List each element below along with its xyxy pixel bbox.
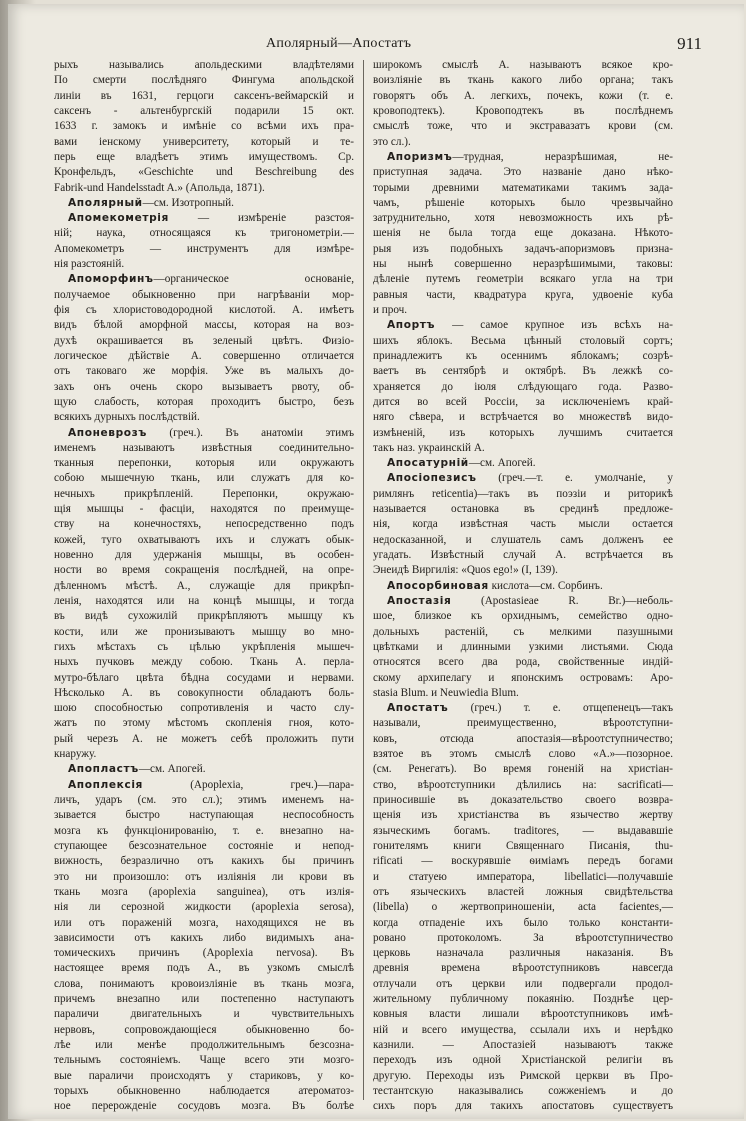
line-text: нія разстояній. [54,258,125,271]
line-text: всякихъ дурныхъ послѣдствій. [54,411,200,424]
text-line [373,517,673,532]
line-text: ству на конечностяхъ, непосредственно подъ [54,518,354,531]
text-line [54,609,354,624]
line-text: (Apostasieae R. Br.)—неболь- [451,594,673,607]
line-text: —см. Апогей. [468,457,536,470]
line-text: кровоподтекъ). Кровоподтекъ въ послѣднемъ [373,104,673,117]
line-text: настоящее время подъ А., въ узкомъ смыслѣ [54,962,354,975]
line-text: мутро-бѣлаго цвѣта бѣдна сосудами и нервами. [54,671,354,684]
text-line [54,655,354,670]
line-text: шенія не была тогда еще доказана. Нѣкото- [373,227,673,240]
entry-line [373,471,673,486]
line-text: называется остановка въ срединѣ предложе- [373,503,673,516]
column-divider [363,60,364,1100]
line-text: (libella) о жертвоприношеніи, acta facientes,— [373,901,673,914]
text-line [54,380,354,395]
text-line [373,1038,673,1053]
line-text: 1633 г. замокъ и имѣніе со всѣми ихъ пра- [54,120,354,133]
line-text: тельнымъ состояніемъ. Чаще всего эти мозго- [54,1054,354,1067]
line-text: Fabrik-und Handelsstadt A.» (Апольда, 1871). [54,181,265,194]
line-text: ности во время сокращенія послѣдней, на опре- [54,564,354,577]
line-text: линіи въ 1631, герцоги саксенъ-веймарскій и [54,89,354,102]
line-text: кожей, туго охватываютъ ихъ и служатъ обык- [54,533,354,546]
line-text: (греч.). Въ анатоміи этимъ [146,426,354,439]
text-line [373,961,673,976]
text-line [373,89,673,104]
text-line [373,395,673,410]
text-line [373,946,673,961]
text-line [373,762,673,777]
text-line [373,1069,673,1084]
text-line [54,502,354,517]
line-text: лѣе или менѣе продолжительнымъ безсозна- [54,1039,354,1051]
entry-line [54,272,354,287]
line-text: получаемое обыкновенно при нагрѣваніи мор- [54,288,354,301]
line-text: мозга къ функціонированію, т. е. внезапно на- [54,824,354,837]
text-line [373,854,673,869]
text-line [54,135,354,150]
line-text: торыхъ обыкновенно наблюдается атероматоз- [54,1084,354,1097]
text-line [54,165,354,180]
line-text: ній; наука, относящаяся къ тригонометріи.— [54,227,354,240]
text-line [54,1069,354,1084]
text-line [373,885,673,900]
text-line [54,334,354,349]
text-line [54,946,354,961]
line-text: По смерти послѣдняго Фингума апольдской [54,74,354,87]
line-text: —см. Изотропный. [142,196,234,209]
line-text: воизліяніе въ ткань какого либо органа; такъ [373,74,673,87]
line-text: щенія изъ христіанства въ язычество жертву [373,809,673,822]
line-text: кнаружу. [54,748,97,761]
text-line [54,119,354,134]
line-text: рыя изъ подобныхъ задачъ-апоризмовъ призна- [373,242,673,255]
text-line [54,701,354,716]
text-line [373,563,673,578]
text-line [373,533,673,548]
line-text: саксенъ - альтенбургскій подарили 15 окт. [54,104,354,117]
text-line [373,288,673,303]
line-text: rificati — воскурявшіе ѳиміамъ передъ богами [373,855,673,868]
line-text: ступающее безсознательное состояніе и непод- [54,839,354,852]
text-line [54,625,354,640]
line-text: ленія, находятся или на концѣ мышцы, и тогда [54,594,354,607]
line-text: измѣненій, изъ которыхъ лучшимъ считается [373,426,673,439]
entry-headword: Апостазія [387,594,452,607]
line-text: Апомекометръ — инструментъ для измѣре- [54,242,354,255]
entry-line [54,762,354,777]
text-line [54,58,354,73]
text-line [54,89,354,104]
line-text: вами іенскому университету, который и те- [54,135,354,148]
line-text: отъ таковаго же морфія. Уже въ малыхъ до- [54,365,354,378]
line-text: это ни произошло: отъ изліянія ли крови въ [54,870,354,883]
line-text: видъ бѣлой аморфной массы, которая на воз- [54,319,354,332]
line-text: слова, понимаютъ кровоизліяніе въ ткань мозга, [54,977,354,990]
running-title: Аполярный—Апостатъ [266,36,412,51]
text-line [373,716,673,731]
text-line [54,854,354,869]
text-line [54,73,354,88]
line-text: рый черезъ А. не можетъ себѣ проложить пути [54,732,354,745]
entry-headword: Апортъ [387,319,436,332]
text-line [54,1053,354,1068]
text-line [373,732,673,747]
line-text: параличи двигательныхъ и чувствительныхъ [54,1008,354,1021]
line-text: тканныя перепонки, которыя или окружаютъ [54,457,354,470]
text-line [373,334,673,349]
entry-line [373,701,673,716]
line-text: ваетъ въ сентябрѣ и октябрѣ. Въ лежкѣ со- [373,365,673,378]
text-line [373,824,673,839]
line-text: угадать. Извѣстный случай А. встрѣчается въ [373,549,673,561]
line-text: нія ли серозной жидкости (apoplexia serosa), [54,901,354,914]
line-text: ткань мозга (apoplexia sanguinea), отъ излія- [54,885,354,898]
text-line [373,73,673,88]
text-line [54,747,354,762]
text-line [373,58,673,73]
line-text: цвѣтками и длинными узкими листьями. Сюда [373,640,673,653]
text-line [54,318,354,333]
text-line [373,931,673,946]
text-line [373,165,673,180]
text-line [373,303,673,318]
line-text: гихъ мѣстахъ съ цѣлью укрѣпленія мышеч- [54,640,354,653]
text-line [54,931,354,946]
text-line [54,992,354,1007]
text-line [54,870,354,885]
line-text: принадлежитъ къ осеннимъ яблокамъ; созрѣ- [373,349,673,362]
line-text: кислота—см. Сорбинъ. [488,579,603,592]
text-line [54,686,354,701]
line-text: духѣ окрашивается въ зеленый цвѣтъ. Физіо- [54,334,354,347]
text-line [373,625,673,640]
entry-headword: Апомекометрія [68,212,169,225]
text-line [54,487,354,502]
text-line [54,1099,354,1114]
right-text-column [373,58,673,1115]
text-line [373,364,673,379]
entry-headword: Апоморфинъ [68,273,154,286]
line-text: дольныхъ растеній, съ мелкими пазушными [373,625,673,638]
page-header [48,34,738,56]
text-line [373,671,673,686]
line-text: зывается быстро наступающая неспособность [54,809,354,822]
line-text: вые параличи происходятъ у стариковъ, у ко- [54,1069,354,1082]
text-line [373,1053,673,1068]
text-line [373,196,673,211]
text-line [373,181,673,196]
text-line [54,181,354,196]
text-line [54,977,354,992]
line-text: stasia Blum. и Neuwiedia Blum. [373,686,519,699]
line-text: ровано протоколомъ. За вѣроотступничество [373,931,673,944]
line-text: торыми древними математиками такимъ зада- [373,181,673,194]
text-line [373,502,673,517]
entry-line [373,318,673,333]
text-line [373,135,673,150]
text-line [54,364,354,379]
text-line [373,640,673,655]
line-text: и статуею императора, libellatici—получавшіе [373,870,673,883]
entry-headword: Аполярный [68,196,143,209]
line-text: личъ, ударъ (см. это сл.); этимъ именемъ на- [54,794,354,806]
line-text: отъ языческихъ властей ложныя свидѣтельства [373,885,673,898]
text-line [373,1084,673,1099]
text-line [373,977,673,992]
line-text: (греч.—т. е. умолчаніе, у [476,472,673,485]
line-text: собою мышечную ткань, или служатъ для ко- [54,472,354,485]
line-text: скому архипелагу и японскимъ островамъ: Apo- [373,671,673,684]
entry-line [373,150,673,165]
entry-headword: Апопластъ [68,763,139,776]
line-text: вижность, безразлично отъ какихъ бы причинъ [54,855,354,868]
entry-headword: Апосіопезисъ [387,472,477,485]
entry-line [54,426,354,441]
text-line [54,594,354,609]
text-line [54,226,354,241]
line-text: смыслѣ тоже, что и экстравазатъ крови (см. [373,120,673,133]
text-line [54,732,354,747]
line-text: фія съ хлористоводородной кислотой. А. имѣетъ [54,304,354,316]
entry-headword: Апостатъ [387,702,449,715]
line-text: Нѣсколько А. въ совокупности обладаютъ боль- [54,686,354,699]
line-text: — самое крупное изъ всѣхъ на- [435,319,673,332]
entry-headword: Апоризмъ [387,150,453,163]
line-text: жительному публичному покаянію. Позднѣе цер- [373,993,673,1006]
line-text: шое, близкое къ орхиднымъ, семейство одно- [373,610,673,623]
line-text: няго сѣвера, и встрѣчается во множествѣ видо- [373,411,673,424]
text-line [54,257,354,272]
text-line [373,793,673,808]
entry-line [54,778,354,793]
line-text: тестантскую наказывались сожженіемъ и до [373,1084,673,1097]
text-line [373,747,673,762]
line-text: церковь назначала различныя наказанія. Въ [373,947,673,960]
line-text: чамъ, рѣшеніе которыхъ было чрезвычайно [373,196,673,209]
text-line [54,471,354,486]
text-line [373,104,673,119]
line-text: ное перерожденіе сосудовъ мозга. Въ болѣе [54,1100,354,1113]
line-text: —органическое основаніе, [153,273,354,286]
text-line [54,716,354,731]
line-text: ковныя власти лишали вѣроотступниковъ имѣ- [373,1008,673,1021]
line-text: —трудная, неразрѣшимая, не- [452,150,673,163]
text-line [373,441,673,456]
line-text: сихъ поръ для такихъ апостатовъ существуетъ [373,1100,673,1113]
text-line [54,808,354,823]
text-line [373,1099,673,1114]
text-line [54,150,354,165]
line-text: нечныхъ прикрѣпленій. Перепонки, окружаю- [54,487,354,500]
line-text: когда отпаденіе ихъ было только константи- [373,916,673,929]
page-number: 911 [677,34,702,53]
line-text: другую. Переходы изъ Римской церкви въ Про- [373,1069,673,1082]
line-text: въ видѣ сухожилій прикрѣпляютъ мышцу къ [54,610,354,623]
text-line [373,992,673,1007]
text-line [373,655,673,670]
line-text: щую слабость, которая проходитъ быстро, безъ [54,395,354,408]
text-line [373,808,673,823]
line-text: жатъ по этому мѣстомъ скопленія гноя, кото- [54,717,354,730]
line-text: —см. Апогей. [138,763,206,776]
line-text: — измѣреніе разстоя- [168,212,354,225]
line-text: (см. Ренегатъ). Во время гоненій на христіан- [373,763,673,776]
text-line [373,426,673,441]
line-text: отлучали отъ церкви или подвергали продол- [373,977,673,990]
line-text: зависимости отъ какихъ либо видимыхъ ана- [54,931,354,944]
text-line [373,1023,673,1038]
line-text: шою способностью сопротивленія и часто слу- [54,702,354,715]
text-line [54,303,354,318]
text-line [54,579,354,594]
line-text: относятся всего два рода, свойственные индій- [373,656,673,669]
text-line [373,916,673,931]
text-line [54,1007,354,1022]
line-text: нервовъ, сопровождающіеся обыкновенно бо- [54,1023,354,1036]
text-line [54,916,354,931]
text-line [54,839,354,854]
line-text: ныхъ пучковъ между собою. Ткань А. перла- [54,656,354,669]
line-text: широкомъ смыслѣ А. называютъ всякое кро- [373,59,673,71]
text-line [54,824,354,839]
text-line [373,226,673,241]
text-line [373,257,673,272]
text-line [373,900,673,915]
text-line [54,793,354,808]
line-text: равныя части, квадратура круга, удвоеніе куба [373,288,673,301]
text-line [54,548,354,563]
text-line [373,119,673,134]
line-text: причемъ внезапно или постепенно наступаютъ [54,993,354,1006]
line-text: Энеидѣ Виргилія: «Quos ego!» (I, 139). [373,564,558,577]
text-line [373,242,673,257]
line-text: дѣленномъ мѣстѣ. А., служащіе для прикрѣп- [54,579,354,592]
text-line [54,104,354,119]
entry-line [373,594,673,609]
text-line [373,487,673,502]
text-line [54,1084,354,1099]
entry-line [373,579,673,594]
line-text: римлянъ reticentia)—такъ въ поэзіи и риторикѣ [373,487,673,500]
text-line [54,517,354,532]
entry-headword: Апосатурній [387,457,469,470]
text-line [54,395,354,410]
text-line [54,1038,354,1053]
text-line [373,839,673,854]
line-text: дится во всей Россіи, за исключеніемъ край- [373,395,673,408]
line-text: кости, или же пронизываютъ мышцу во мно- [54,625,354,638]
entry-line [54,211,354,226]
line-text: переходъ изъ одной Христіанской религіи въ [373,1054,673,1067]
line-text: именемъ называютъ извѣстныя соединительно- [54,441,354,454]
entry-headword: Апосорбиновая [387,579,489,592]
line-text: захъ онъ очень скоро вызываетъ рвоту, об- [54,380,354,393]
line-text: и проч. [373,304,408,316]
text-line [373,272,673,287]
text-line [54,1023,354,1038]
text-line [373,211,673,226]
text-line [373,380,673,395]
line-text: ны нынѣ совершенно неразрѣшимыми, таковы: [373,258,673,271]
left-text-column [54,58,354,1115]
text-line [373,1007,673,1022]
line-text: называли, преимущественно, вѣроотступни- [373,717,673,730]
text-line [373,686,673,701]
entry-headword: Апоневрозъ [68,426,147,439]
entry-headword: Апоплексія [68,778,143,791]
text-line [54,900,354,915]
line-text: дѣленіе путемъ геометріи всякаго угла на три [373,273,673,286]
line-text: томическихъ причинъ (Apoplexia nervosa). Въ [54,947,354,960]
line-text: приносившіе въ доказательство своего возвра- [373,794,673,806]
line-text: шихъ яблокъ. Весьма цѣнный столовый сортъ; [373,334,673,347]
line-text: (греч.) т. е. отщепенецъ—такъ [448,702,673,715]
text-line [54,456,354,471]
line-text: такъ наз. украинскій А. [373,441,485,454]
line-text: недосказанной, и слушатель самъ долженъ ее [373,533,673,546]
entry-line [373,456,673,471]
line-text: щія мышцы - фасціи, находятся по преимуще- [54,503,354,516]
line-text: гонителямъ книги Священнаго Писанія, thu- [373,839,673,852]
line-text: логическое дѣйствіе А. совершенно отличается [54,349,354,362]
text-line [373,870,673,885]
text-line [54,288,354,303]
text-line [54,410,354,425]
text-line [54,885,354,900]
text-line [373,349,673,364]
text-line [54,242,354,257]
text-line [373,609,673,624]
text-line [54,640,354,655]
line-text: новенно для удержанія мышцы, въ особен- [54,549,354,561]
text-line [54,671,354,686]
text-line [373,548,673,563]
text-line [54,563,354,578]
line-text: Кронфельдъ, «Geschichte und Beschreibung des [54,166,354,179]
text-line [373,778,673,793]
line-text: приступная задача. Это названіе дано нѣко- [373,166,673,179]
line-text: это сл.). [373,135,411,148]
line-text: рыхъ назывались апольдескими владѣтелями [54,59,354,71]
text-line [54,533,354,548]
line-text: взятое въ этомъ смыслѣ слово «А.»—позорное. [373,748,673,761]
line-text: ній и всего имущества, ссылали ихъ и нерѣдко [373,1023,673,1036]
line-text: или отъ пораженій мозга, находящихся не въ [54,916,354,929]
text-line [373,410,673,425]
line-text: ковъ, отсюда апостазія—вѣроотступничество; [373,732,673,745]
text-line [54,961,354,976]
text-line [54,441,354,456]
line-text: (Apoplexia, греч.)—пара- [142,778,354,791]
line-text: нія, когда извѣстная часть мысли остается [373,518,673,531]
line-text: говорятъ объ А. легкихъ, почекъ, кожи (т. е. [373,89,673,102]
line-text: ство, вѣроотступники дѣлились на: sacrificati— [373,778,673,791]
entry-line [54,196,354,211]
line-text: перь еще владѣетъ этимъ имуществомъ. Ср. [54,150,354,163]
line-text: храняется до іюля слѣдующаго года. Разво- [373,380,673,393]
text-line [54,349,354,364]
line-text: древнія времена вѣроотступниковъ навсегда [373,962,673,975]
line-text: казнили. — Апостазіей называютъ также [373,1039,673,1051]
line-text: затруднительно, хотя невозможность ихъ рѣ- [373,212,673,225]
line-text: языческимъ богамъ. traditores, — выдававшіе [373,824,673,837]
